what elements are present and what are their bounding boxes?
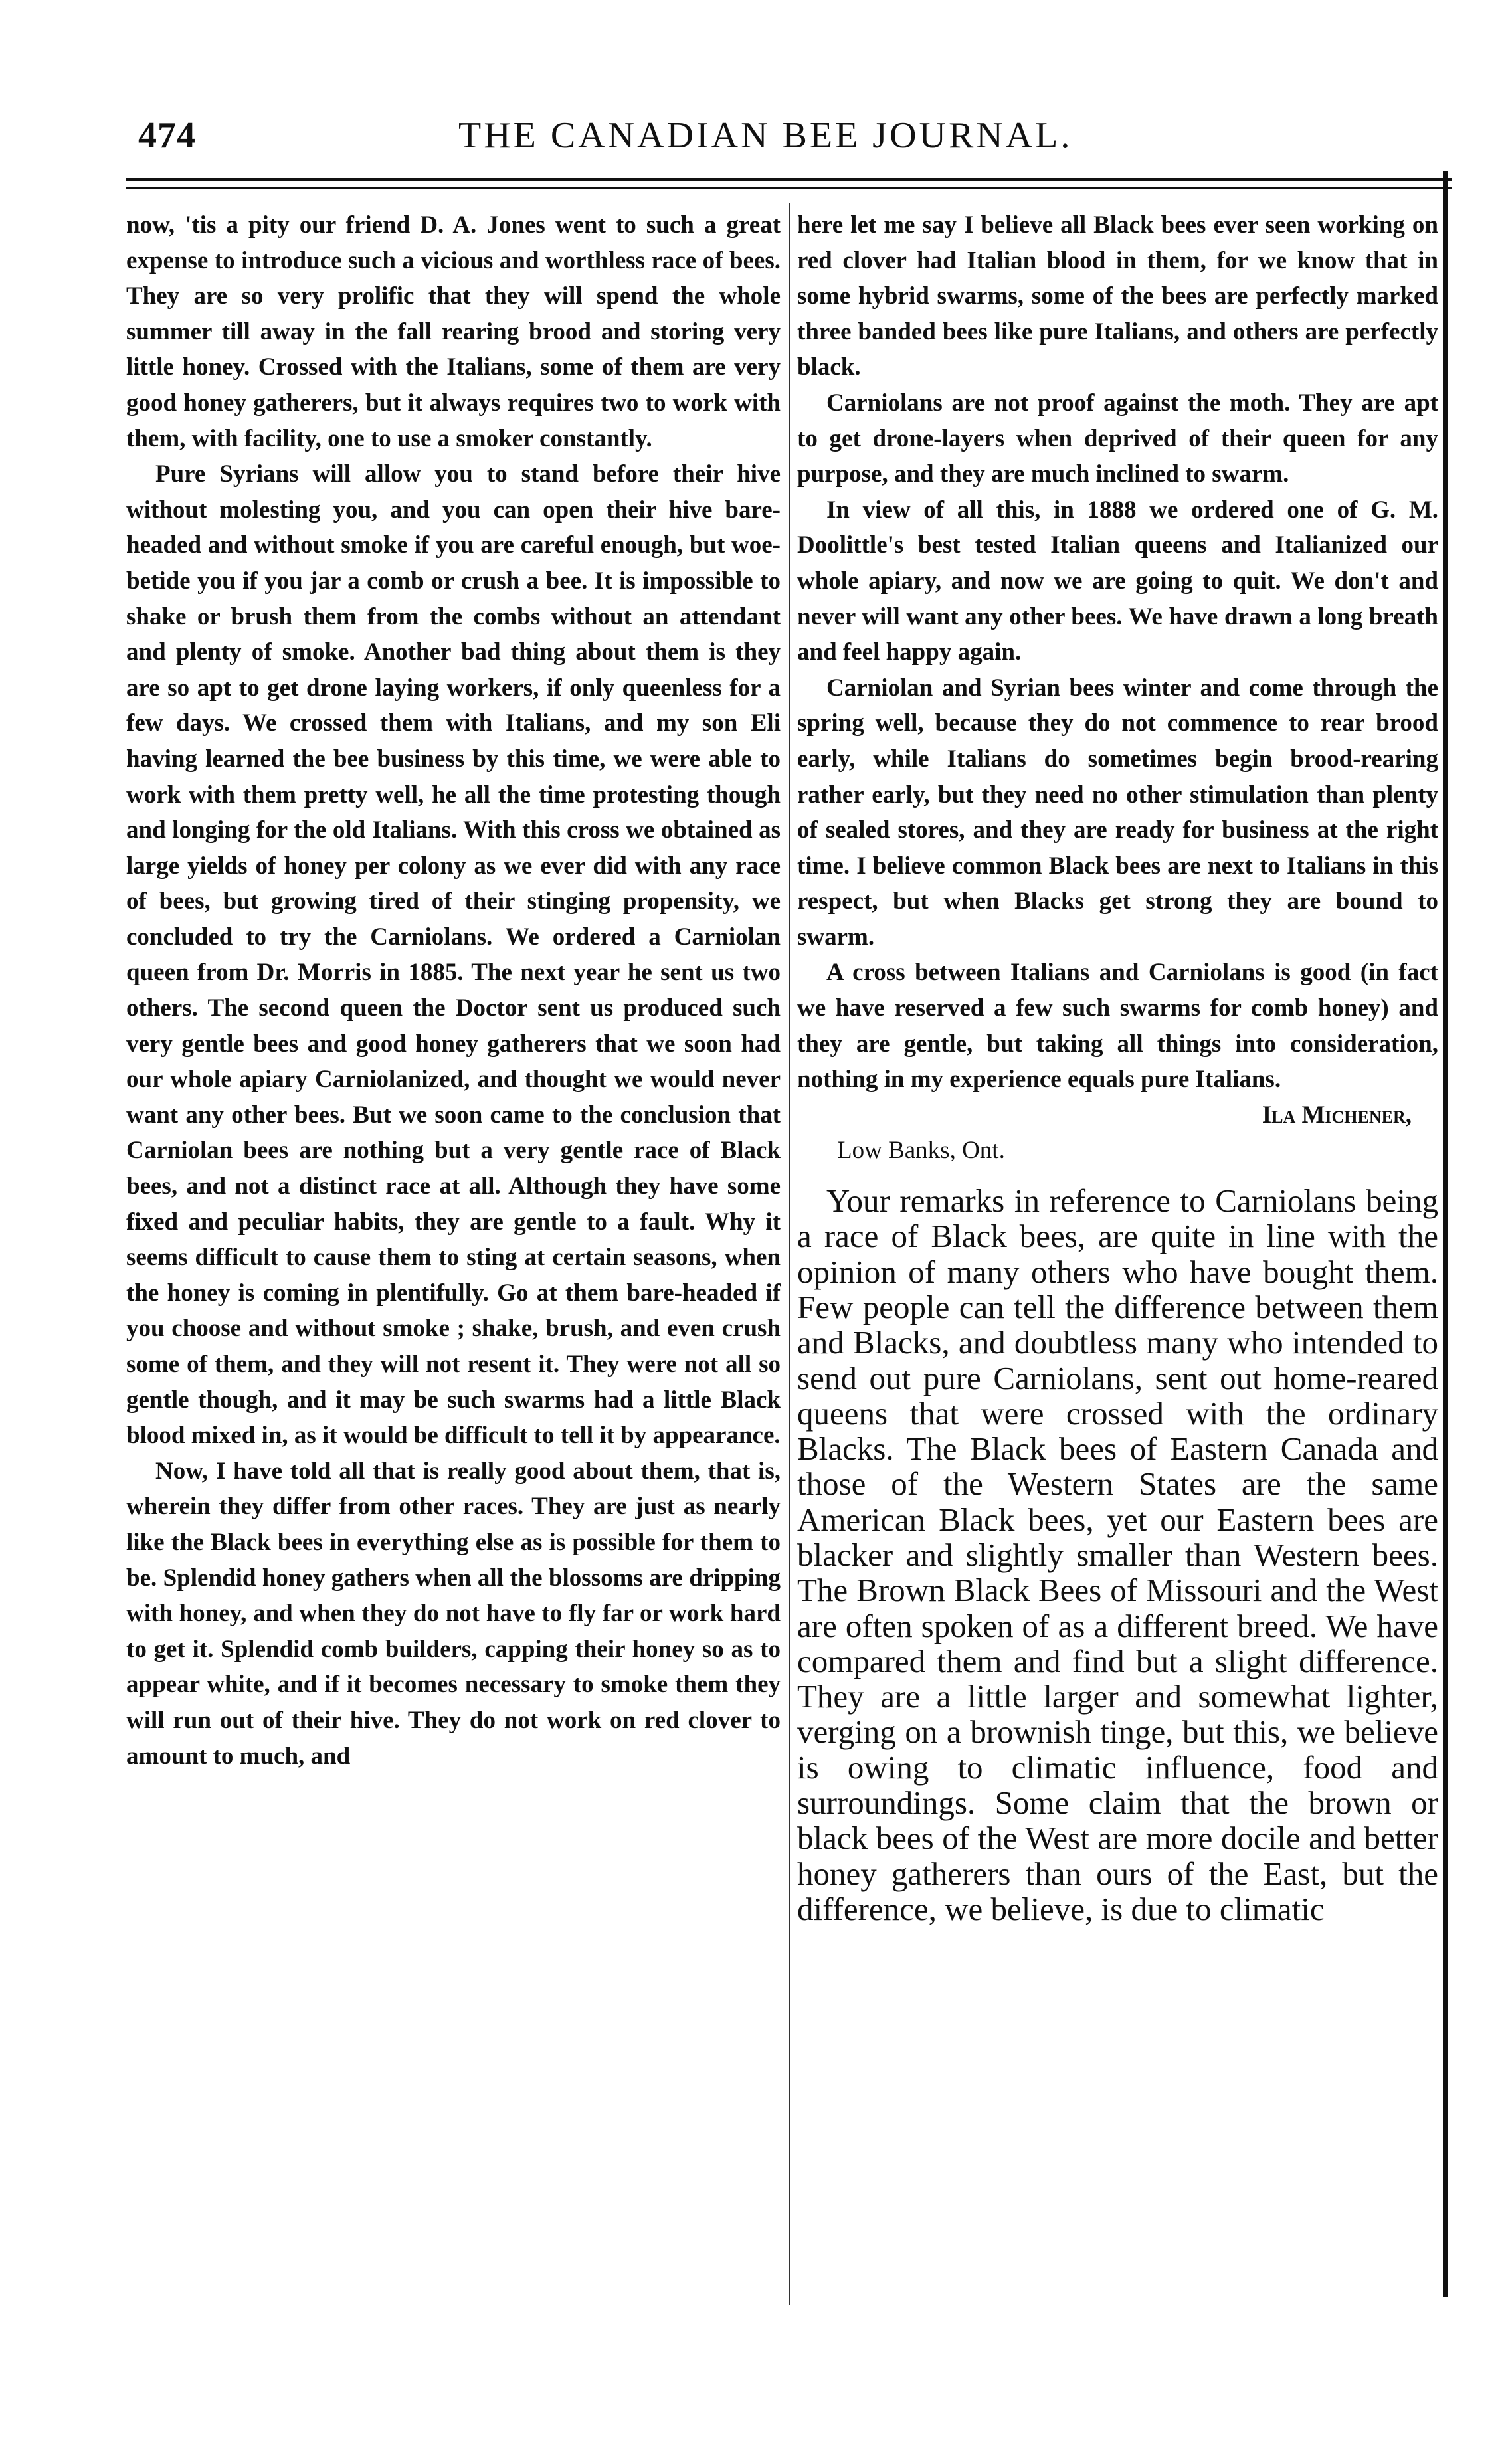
- header-rule-thin: [126, 187, 1452, 189]
- editor-note: Your remarks in reference to Carniolans being a race of Black bees, are quite in line with the opinion of many others who have bought them. Few people can tell the difference between them and Blacks, and doubtless many who intended to send out pure Carniolans, sent out home-reared queens that were crossed with the ordinary Blacks. The Black bees of Eastern Canada and those of the Western States are the same American Black bees, yet our Eastern bees are blacker and slightly smaller than Western bees. The Brown Black Bees of Missouri and the West are often spoken of as a different breed. We have compared them and find but a slight difference. They are a little larger and somewhat lighter, verging on a brownish tinge, but this, we believe is owing to climatic influence, food and surroundings. Some claim that the brown or black bees of the West are more docile and better honey gatherers than ours of the East, but the difference, we believe, is due to climatic: [797, 1183, 1438, 1927]
- left-paragraph-1: now, 'tis a pity our friend D. A. Jones went to such a great expense to introduce such a vicious and worthless race of bees. They are so very prolific that they will spend the whole summer till away in the fall rearing brood and storing very little honey. Crossed with the Italians, some of them are very good honey gatherers, but it always requires two to work with them, with facility, one to use a smoker constantly.: [126, 211, 781, 452]
- left-paragraph-2: Pure Syrians will allow you to stand before their hive without molesting you, and you can open their hive bare-headed and without smoke if you are careful enough, but woe-betide you if you jar a comb or crush a bee. It is impossible to shake or brush them from the combs without an attendant and plenty of smoke. Another bad thing about them is they are so apt to get drone laying workers, if only queenless for a few days. We crossed them with Italians, and my son Eli having learned the bee business by this time, we were able to work with them pretty well, he all the time protesting though and longing for the old Italians. With this cross we obtained as large yields of honey per colony as we ever did with any race of bees, but growing tired of their stinging propensity, we concluded to try the Carniolans. We ordered a Carniolan queen from Dr. Morris in 1885. The next year he sent us two others. The second queen the Doctor sent us produced such very gentle bees and good honey gatherers that we soon had our whole apiary Carniolanized, and thought we would never want any other bees. But we soon came to the conclusion that Carniolan bees are nothing but a very gentle race of Black bees, and not a distinct race at all. Although they have some fixed and peculiar habits, they are gentle to a fault. Why it seems difficult to cause them to sting at certain seasons, when the honey is coming in plentifully. Go at them bare-headed if you choose and without smoke ; shake, brush, and even crush some of them, and they will not resent it. They were not all so gentle though, and it may be such swarms had a little Black blood mixed in, as it would be difficult to tell it by appearance.: [126, 460, 781, 1450]
- right-paragraph-3: In view of all this, in 1888 we ordered one of G. M. Doolittle's best tested Italian queens and Italianized our whole apiary, and now we are going to quit. We don't and never will want any other bees. We have drawn a long breath and feel happy again.: [797, 496, 1438, 666]
- left-column: [126, 207, 781, 1774]
- page-header: [126, 112, 1442, 171]
- journal-title: THE CANADIAN BEE JOURNAL.: [458, 115, 1073, 156]
- author-signature: Ila Michener,: [1262, 1101, 1412, 1129]
- right-column: [797, 207, 1438, 1927]
- header-rule-thick: [126, 178, 1452, 181]
- right-paragraph-2: Carniolans are not proof against the moth. They are apt to get drone-layers when deprived of their queen for any purpose, and they are much inclined to swarm.: [797, 389, 1438, 488]
- right-paragraph-1: here let me say I believe all Black bees ever seen working on red clover had Italian blood in them, for we know that in some hybrid swarms, some of the bees are perfectly marked three banded bees like pure Italians, and others are perfectly black.: [797, 211, 1438, 381]
- author-location: Low Banks, Ont.: [837, 1137, 1005, 1165]
- page-edge-rule: [1443, 171, 1448, 2297]
- page-number: 474: [138, 115, 196, 156]
- right-paragraph-5: A cross between Italians and Carniolans is good (in fact we have reserved a few such swarms for comb honey) and they are gentle, but taking all things into consideration, nothing in my experience equals pure Italians.: [797, 959, 1438, 1093]
- column-divider: [789, 203, 790, 2305]
- left-paragraph-3: Now, I have told all that is really good about them, that is, wherein they differ from other races. They are just as nearly like the Black bees in everything else as is possible for them to be. Splendid honey gathers when all the blossoms are dripping with honey, and when they do not have to fly far or work hard to get it. Splendid comb builders, capping their honey so as to appear white, and if it becomes necessary to smoke them they will run out of their hive. They do not work on red clover to amount to much, and: [126, 1457, 781, 1770]
- right-paragraph-4: Carniolan and Syrian bees winter and come through the spring well, because they do not commence to rear brood early, while Italians do sometimes begin brood-rearing rather early, but they need no other stimulation than plenty of sealed stores, and they are ready for business at the right time. I believe common Black bees are next to Italians in this respect, but when Blacks get strong they are bound to swarm.: [797, 674, 1438, 951]
